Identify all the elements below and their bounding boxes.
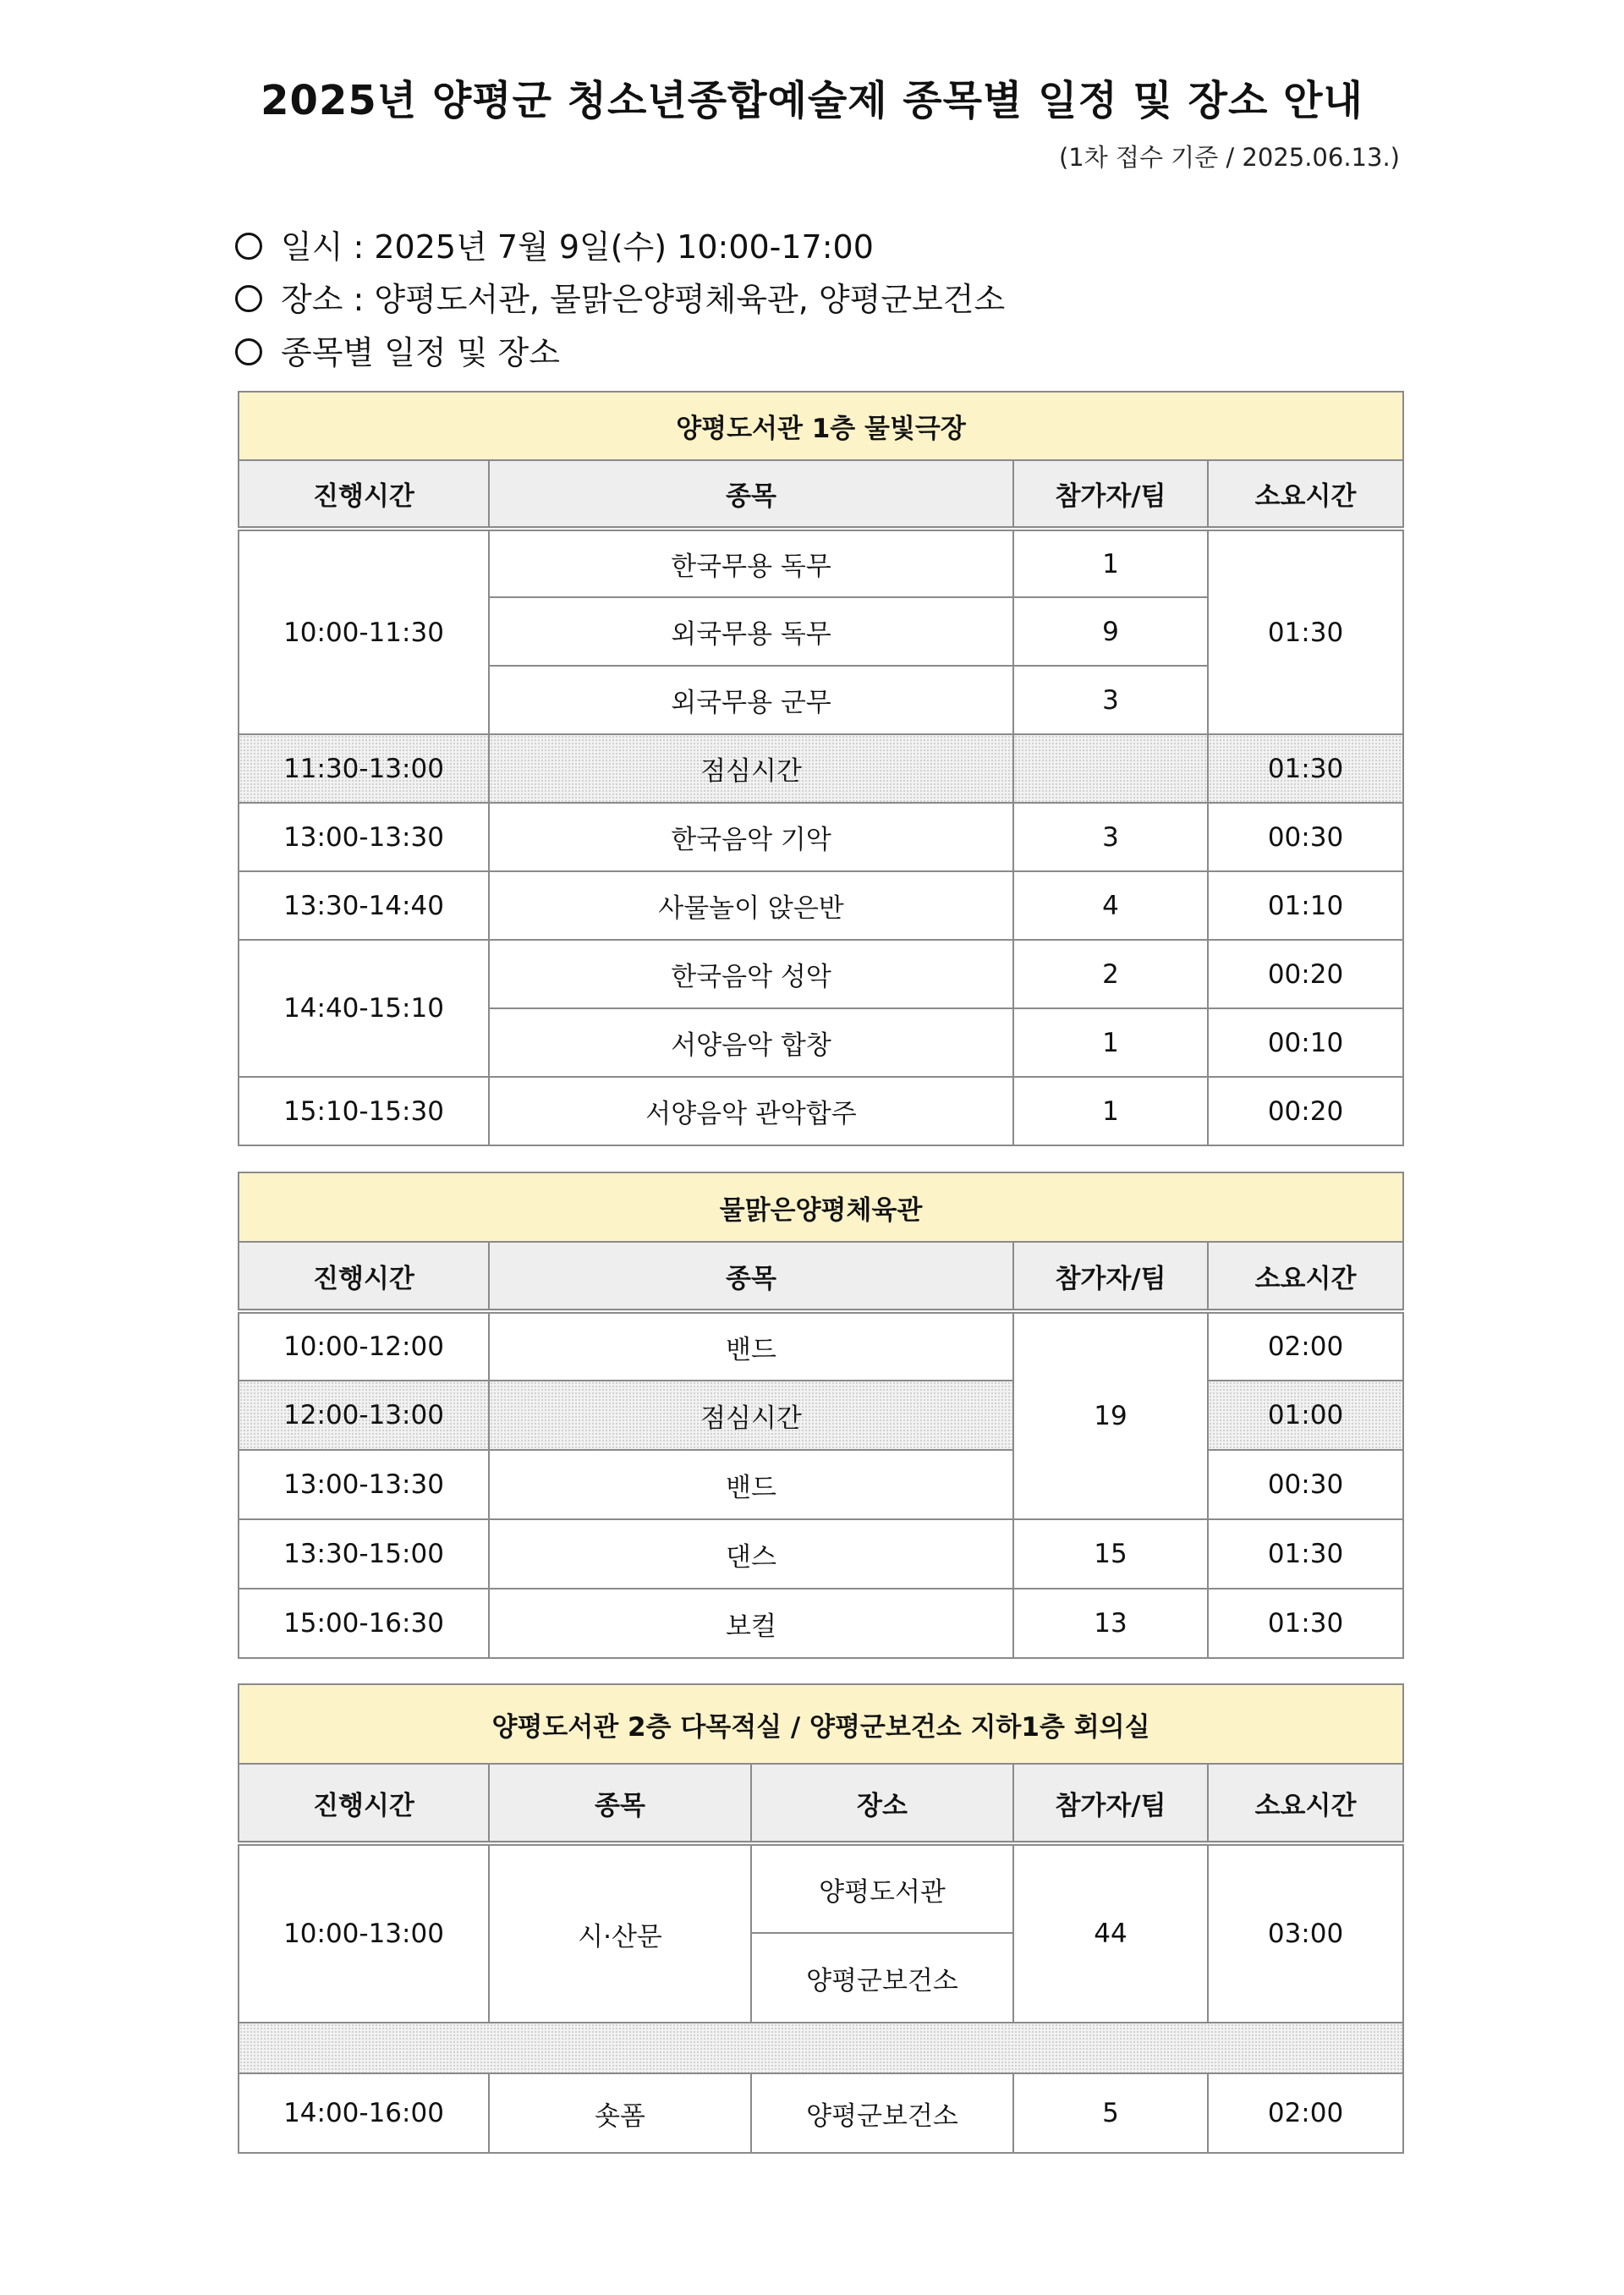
header-participants: 참가자/팀 <box>1013 460 1208 529</box>
header-duration: 소요시간 <box>1208 1764 1403 1843</box>
table-row <box>239 940 1403 1008</box>
duration-cell: 01:30 <box>1208 1519 1403 1589</box>
count-cell: 2 <box>1013 940 1208 1008</box>
header-place: 장소 <box>751 1764 1013 1843</box>
duration-cell: 01:30 <box>1208 734 1403 803</box>
time-cell: 13:30-15:00 <box>239 1519 489 1589</box>
event-cell: 서양음악 관악합주 <box>489 1077 1013 1145</box>
schedule-table-meeting-rooms <box>238 1683 1404 2154</box>
event-cell: 한국무용 독무 <box>489 529 1013 597</box>
header-event: 종목 <box>489 1242 1013 1311</box>
venue-title: 물맑은양평체육관 <box>239 1172 1403 1242</box>
place-cell: 양평도서관 <box>751 1843 1013 1933</box>
table-row <box>239 1589 1403 1658</box>
duration-cell: 00:10 <box>1208 1008 1403 1077</box>
page-title: 2025년 양평군 청소년종합예술제 종목별 일정 및 장소 안내 <box>261 77 1363 124</box>
time-cell: 14:40-15:10 <box>239 940 489 1077</box>
time-cell: 15:10-15:30 <box>239 1077 489 1145</box>
venue-title: 양평도서관 1층 물빛극장 <box>239 392 1403 460</box>
header-event: 종목 <box>489 1764 751 1843</box>
duration-cell: 01:30 <box>1208 529 1403 734</box>
time-cell: 14:00-16:00 <box>239 2073 489 2153</box>
event-cell: 점심시간 <box>489 734 1013 803</box>
count-cell: 19 <box>1013 1311 1208 1519</box>
table-row <box>239 529 1403 597</box>
time-cell: 15:00-16:30 <box>239 1589 489 1658</box>
header-participants: 참가자/팀 <box>1013 1242 1208 1311</box>
table-row <box>239 871 1403 940</box>
count-cell <box>1013 734 1208 803</box>
break-cell <box>239 2023 1403 2073</box>
lunch-row <box>239 734 1403 803</box>
count-cell: 13 <box>1013 1589 1208 1658</box>
event-cell: 외국무용 군무 <box>489 666 1013 734</box>
time-cell: 12:00-13:00 <box>239 1381 489 1450</box>
duration-cell: 00:30 <box>1208 803 1403 871</box>
count-cell: 1 <box>1013 529 1208 597</box>
time-cell: 10:00-13:00 <box>239 1843 489 2023</box>
time-cell: 13:30-14:40 <box>239 871 489 940</box>
circle-bullet-icon <box>235 233 262 260</box>
venue-row <box>239 1172 1403 1242</box>
info-date: 일시 : 2025년 7월 9일(수) 10:00-17:00 <box>235 225 874 269</box>
event-cell: 댄스 <box>489 1519 1013 1589</box>
header-row <box>239 1764 1403 1843</box>
count-cell: 4 <box>1013 871 1208 940</box>
schedule-table-library <box>238 391 1404 1146</box>
reference-date: (1차 접수 기준 / 2025.06.13.) <box>1058 143 1400 172</box>
event-cell: 보컬 <box>489 1589 1013 1658</box>
duration-cell: 01:10 <box>1208 871 1403 940</box>
time-cell: 11:30-13:00 <box>239 734 489 803</box>
header-time: 진행시간 <box>239 1242 489 1311</box>
table-row <box>239 2073 1403 2153</box>
count-cell: 15 <box>1013 1519 1208 1589</box>
count-cell: 9 <box>1013 597 1208 666</box>
count-cell: 44 <box>1013 1843 1208 2023</box>
venue-row <box>239 392 1403 460</box>
event-cell: 사물놀이 앉은반 <box>489 871 1013 940</box>
table-row <box>239 1311 1403 1381</box>
event-cell: 밴드 <box>489 1311 1013 1381</box>
duration-cell: 01:00 <box>1208 1381 1403 1450</box>
break-row <box>239 2023 1403 2073</box>
info-place: 장소 : 양평도서관, 물맑은양평체육관, 양평군보건소 <box>235 277 1005 321</box>
event-cell: 시·산문 <box>489 1843 751 2023</box>
table-row <box>239 1450 1403 1519</box>
count-cell: 3 <box>1013 803 1208 871</box>
header-time: 진행시간 <box>239 460 489 529</box>
event-cell: 한국음악 성악 <box>489 940 1013 1008</box>
header-row <box>239 1242 1403 1311</box>
place-cell: 양평군보건소 <box>751 2073 1013 2153</box>
header-time: 진행시간 <box>239 1764 489 1843</box>
event-cell: 점심시간 <box>489 1381 1013 1450</box>
duration-cell: 00:20 <box>1208 1077 1403 1145</box>
event-cell: 밴드 <box>489 1450 1013 1519</box>
event-cell: 숏폼 <box>489 2073 751 2153</box>
time-cell: 13:00-13:30 <box>239 803 489 871</box>
event-cell: 한국음악 기악 <box>489 803 1013 871</box>
duration-cell: 00:30 <box>1208 1450 1403 1519</box>
duration-cell: 03:00 <box>1208 1843 1403 2023</box>
event-cell: 서양음악 합창 <box>489 1008 1013 1077</box>
header-event: 종목 <box>489 460 1013 529</box>
table-row <box>239 1843 1403 1933</box>
place-cell: 양평군보건소 <box>751 1933 1013 2023</box>
duration-cell: 01:30 <box>1208 1589 1403 1658</box>
time-cell: 10:00-12:00 <box>239 1311 489 1381</box>
header-participants: 참가자/팀 <box>1013 1764 1208 1843</box>
table-row <box>239 803 1403 871</box>
schedule-table-gym <box>238 1172 1404 1659</box>
header-duration: 소요시간 <box>1208 460 1403 529</box>
info-schedule: 종목별 일정 및 장소 <box>235 331 560 375</box>
event-cell: 외국무용 독무 <box>489 597 1013 666</box>
header-row <box>239 460 1403 529</box>
time-cell: 10:00-11:30 <box>239 529 489 734</box>
header-duration: 소요시간 <box>1208 1242 1403 1311</box>
venue-row <box>239 1684 1403 1764</box>
table-row <box>239 1077 1403 1145</box>
venue-title: 양평도서관 2층 다목적실 / 양평군보건소 지하1층 회의실 <box>239 1684 1403 1764</box>
circle-bullet-icon <box>235 285 262 312</box>
count-cell: 1 <box>1013 1077 1208 1145</box>
count-cell: 3 <box>1013 666 1208 734</box>
count-cell: 1 <box>1013 1008 1208 1077</box>
count-cell: 5 <box>1013 2073 1208 2153</box>
circle-bullet-icon <box>235 338 262 365</box>
table-row <box>239 1519 1403 1589</box>
lunch-row <box>239 1381 1403 1450</box>
duration-cell: 02:00 <box>1208 1311 1403 1381</box>
duration-cell: 02:00 <box>1208 2073 1403 2153</box>
time-cell: 13:00-13:30 <box>239 1450 489 1519</box>
duration-cell: 00:20 <box>1208 940 1403 1008</box>
